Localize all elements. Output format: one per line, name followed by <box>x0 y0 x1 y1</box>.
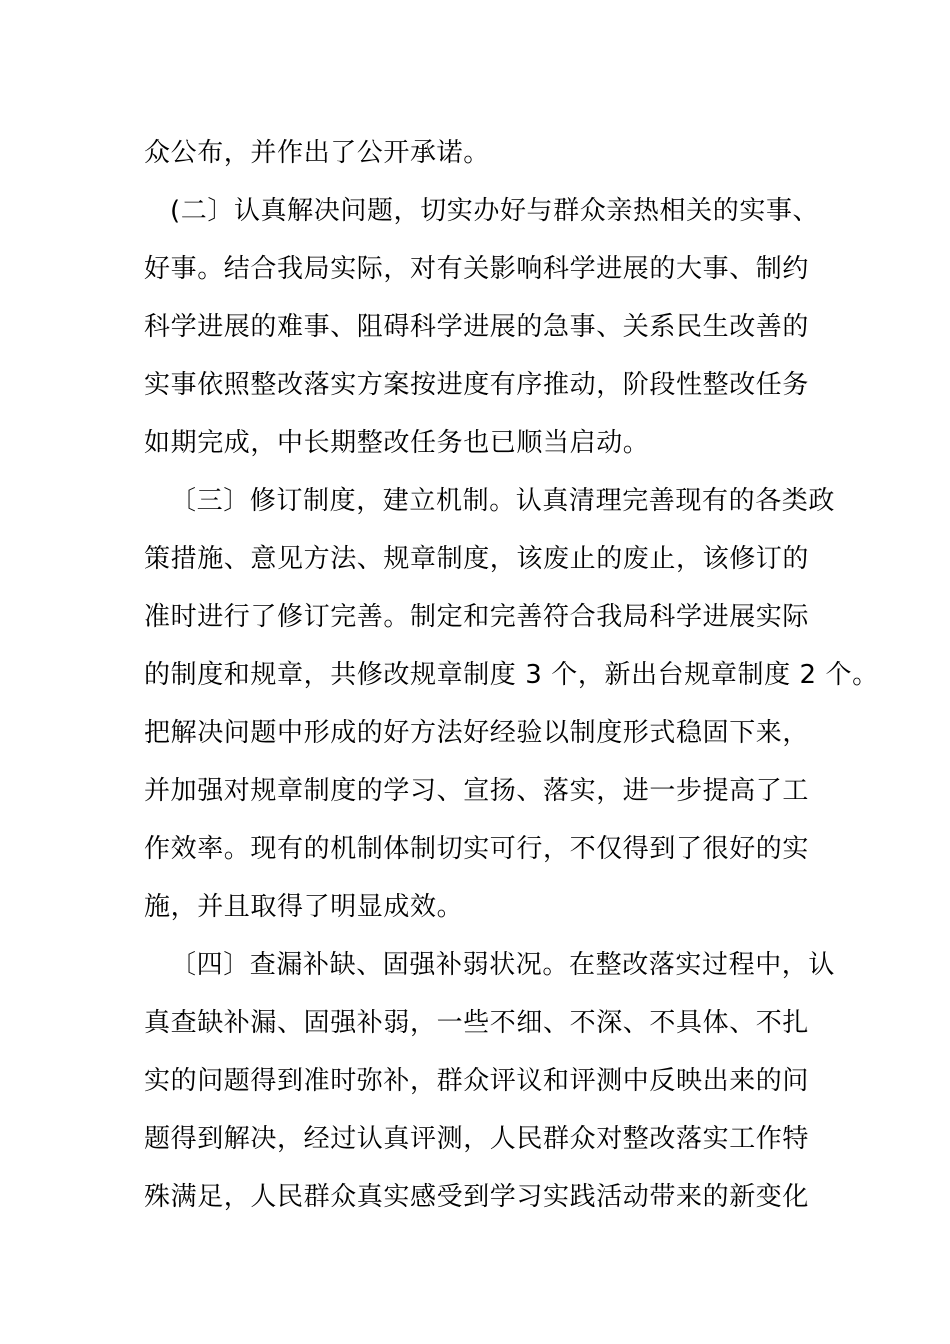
text-line: 科学进展的难事、阻碍科学进展的急事、关系民生改善的 <box>144 312 810 342</box>
text-line: 好事。结合我局实际，对有关影响科学进展的大事、制约 <box>144 254 810 284</box>
text-line: 实事依照整改落实方案按进度有序推动，阶段性整改任务 <box>144 370 810 400</box>
text-line: 众公布，并作出了公开承诺。 <box>144 138 490 168</box>
text-line: 殊满足，人民群众真实感受到学习实践活动带来的新变化 <box>144 1182 810 1212</box>
text-line: 的制度和规章，共修改规章制度 3 个，新出台规章制度 2 个。 <box>144 660 879 690</box>
text-line: 如期完成，中长期整改任务也已顺当启动。 <box>144 428 650 458</box>
text-line: 实的问题得到准时弥补，群众评议和评测中反映出来的问 <box>144 1066 810 1096</box>
text-line: 〔三〕修订制度，建立机制。认真清理完善现有的各类政 <box>170 486 836 516</box>
text-line: 准时进行了修订完善。制定和完善符合我局科学进展实际 <box>144 602 810 632</box>
text-line: (二〕认真解决问题，切实办好与群众亲热相关的实事、 <box>170 196 820 226</box>
text-line: 并加强对规章制度的学习、宣扬、落实，进一步提高了工 <box>144 776 810 806</box>
text-line: 策措施、意见方法、规章制度，该废止的废止，该修订的 <box>144 544 810 574</box>
text-line: 作效率。现有的机制体制切实可行，不仅得到了很好的实 <box>144 834 810 864</box>
text-line: 把解决问题中形成的好方法好经验以制度形式稳固下来， <box>144 718 810 748</box>
text-line: 题得到解决，经过认真评测，人民群众对整改落实工作特 <box>144 1124 810 1154</box>
text-line: 真查缺补漏、固强补弱，一些不细、不深、不具体、不扎 <box>144 1008 810 1038</box>
text-line: 施，并且取得了明显成效。 <box>144 892 464 922</box>
text-line: 〔四〕查漏补缺、固强补弱状况。在整改落实过程中，认 <box>170 950 836 980</box>
